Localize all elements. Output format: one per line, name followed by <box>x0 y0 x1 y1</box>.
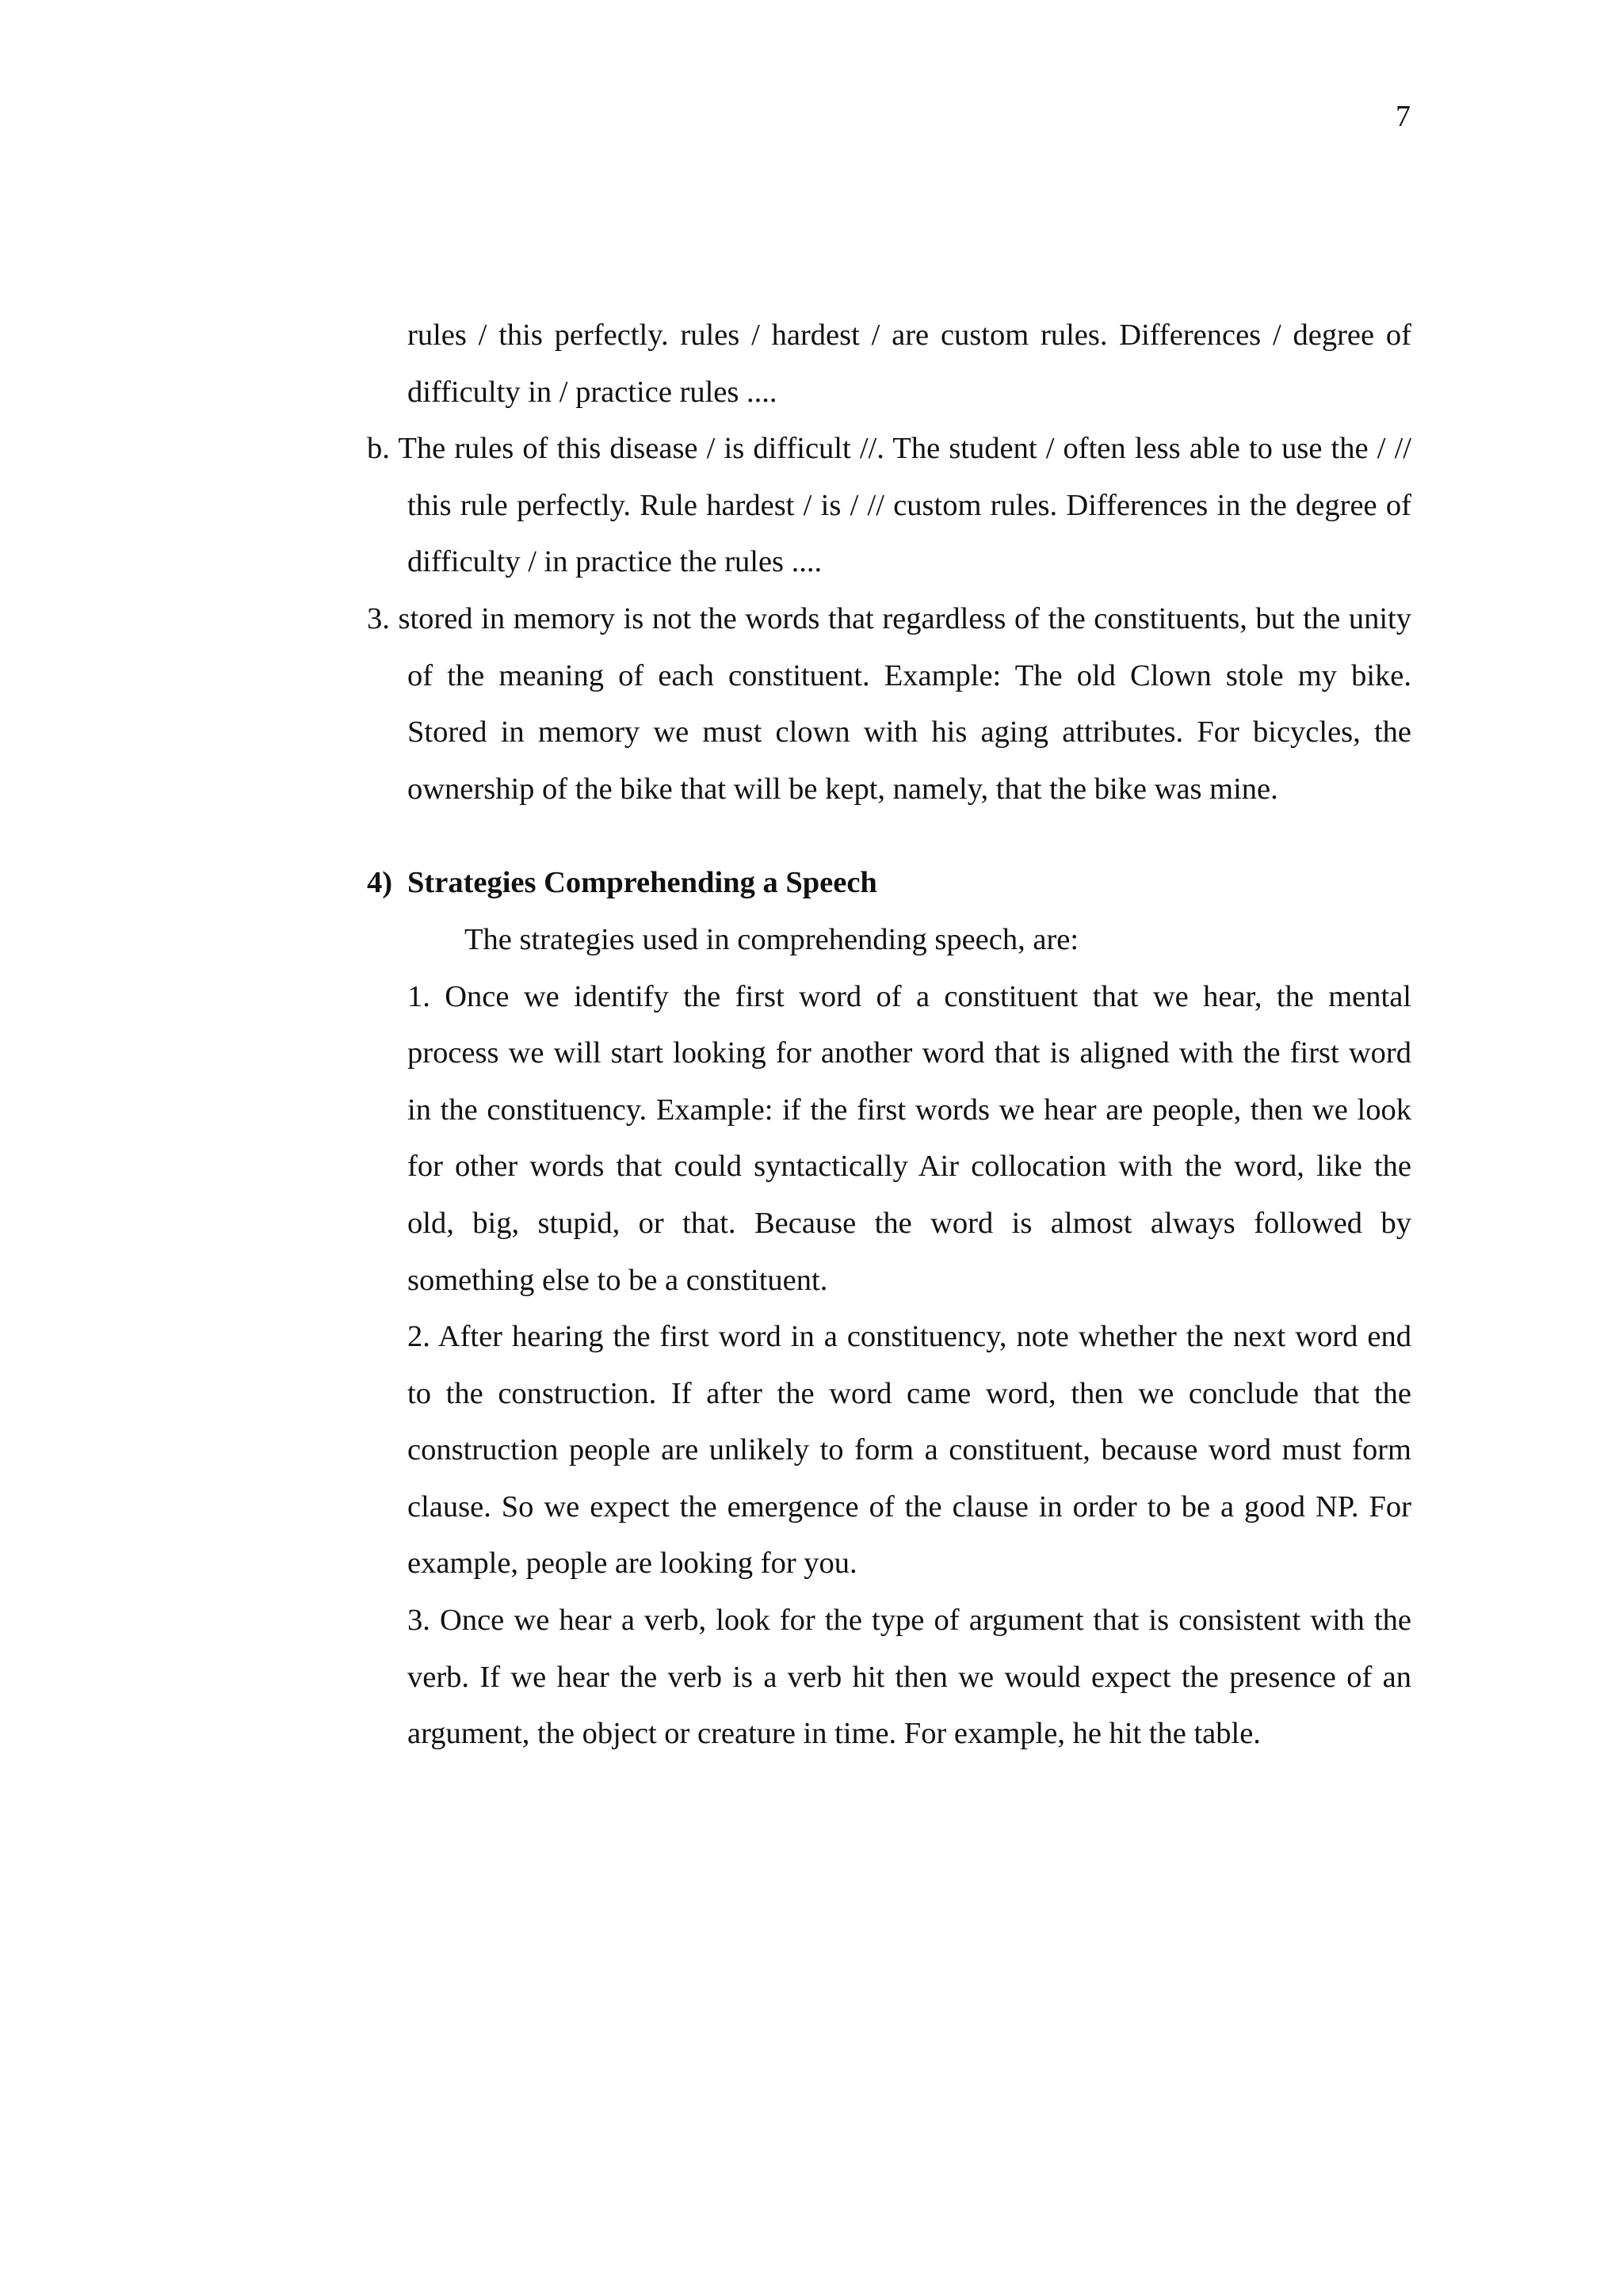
body-text <box>367 307 1411 1763</box>
strategy-item-2: 2. After hearing the first word in a constituency, note whether the next word end to the construction. If after the word came word, then we conclude that the construction people are unlikely to form a constituent, because word must form clause. So we expect the emergence of the clause in order to be a good NP. For example, people are looking for you. <box>407 1320 1411 1581</box>
strategy-item-1: 1. Once we identify the first word of a constituent that we hear, the mental process we will start looking for another word that is aligned with the first word in the constituency. Example: if the first words we hear are people, then we look for other words that could syntactically Air collocation with the word, like the old, big, stupid, or that. Because the word is almost always followed by something else to be a constituent. <box>407 979 1411 1297</box>
strategy-item-3: 3. Once we hear a verb, look for the type of argument that is consistent with the verb. If we hear the verb is a verb hit then we would expect the presence of an argument, the object or creature in time. For example, he hit the table. <box>407 1604 1411 1751</box>
list-item-3: 3. stored in memory is not the words that regardless of the constituents, but the unity of the meaning of each constituent. Example: The old Clown stole my bike. Stored in memory we must clown with his aging attributes. For bicycles, the ownership of the bike that will be kept, namely, that the bike was mine. <box>367 601 1411 806</box>
section-intro: The strategies used in comprehending speech, are: <box>464 922 1079 956</box>
section-heading <box>367 855 1411 912</box>
list-item-b: b. The rules of this disease / is difficult //. The student / often less able to use the / // this rule perfectly. Rule hardest / is / // custom rules. Differences in the degree of difficulty / in practice the rules .... <box>367 432 1411 579</box>
section-title: Strategies Comprehending a Speech <box>407 866 877 900</box>
page-number: 7 <box>1396 100 1411 133</box>
continuation-paragraph: rules / this perfectly. rules / hardest / are custom rules. Differences / degree of difficulty in / practice rules .... <box>407 318 1411 409</box>
section-number: 4) <box>367 866 393 900</box>
